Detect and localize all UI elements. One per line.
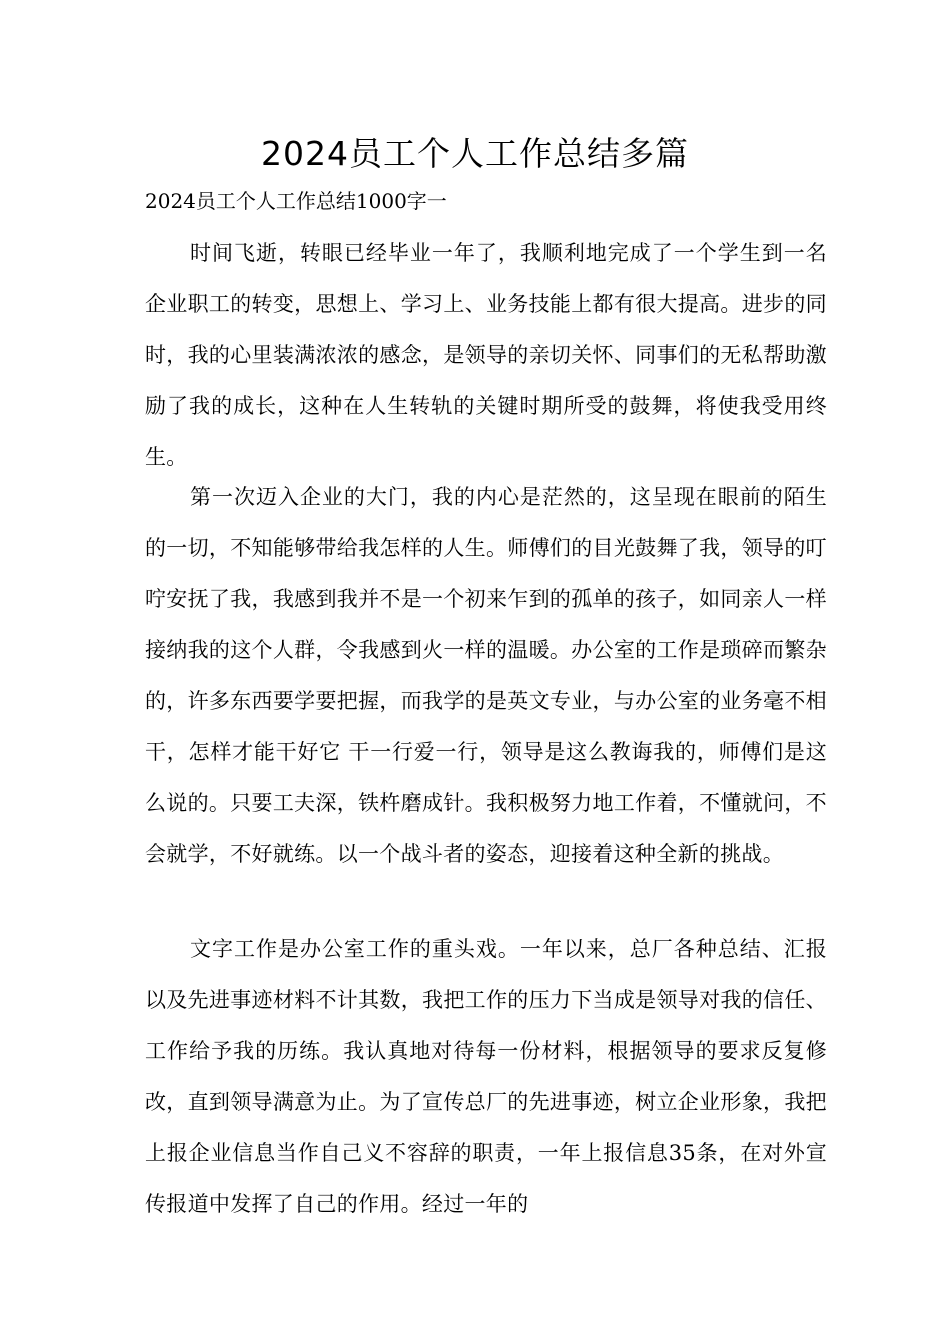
paragraph-3: 文字工作是办公室工作的重头戏。一年以来，总厂各种总结、汇报以及先进事迹材料不计其数，我把工作的压力下当成是领导对我的信任、工作给予我的历练。我认真地对待每一份材料，根据领导的要求反复修改，直到领导满意为止。为了宣传总厂的先进事迹，树立企业形象，我把上报企业信息当作自己义不容辞的职责，一年上报信息35条，在对外宣传报道中发挥了自己的作用。经过一年的 <box>145 937 827 1216</box>
paragraph-1: 时间飞逝，转眼已经毕业一年了，我顺利地完成了一个学生到一名企业职工的转变，思想上、学习上、业务技能上都有很大提高。进步的同时，我的心里装满浓浓的感念，是领导的亲切关怀、同事们的无私帮助激励了我的成长，这种在人生转轨的关键时期所受的鼓舞，将使我受用终生。 <box>145 241 827 469</box>
document-title: 2024员工个人工作总结多篇 <box>261 134 689 173</box>
paragraph-2: 第一次迈入企业的大门，我的内心是茫然的，这呈现在眼前的陌生的一切，不知能够带给我怎样的人生。师傅们的目光鼓舞了我，领导的叮咛安抚了我，我感到我并不是一个初来乍到的孤单的孩子，如同亲人一样接纳我的这个人群，令我感到火一样的温暖。办公室的工作是琐碎而繁杂的，许多东西要学要把握，而我学的是英文专业，与办公室的业务毫不相干，怎样才能干好它 干一行爱一行，领导是这么教诲我的，师傅们是这么说的。只要工夫深，铁杵磨成针。我积极努力地工作着，不懂就问，不会就学，不好就练。以一个战斗者的姿态，迎接着这种全新的挑战。 <box>145 485 827 866</box>
document-subtitle: 2024员工个人工作总结1000字一 <box>145 189 447 213</box>
